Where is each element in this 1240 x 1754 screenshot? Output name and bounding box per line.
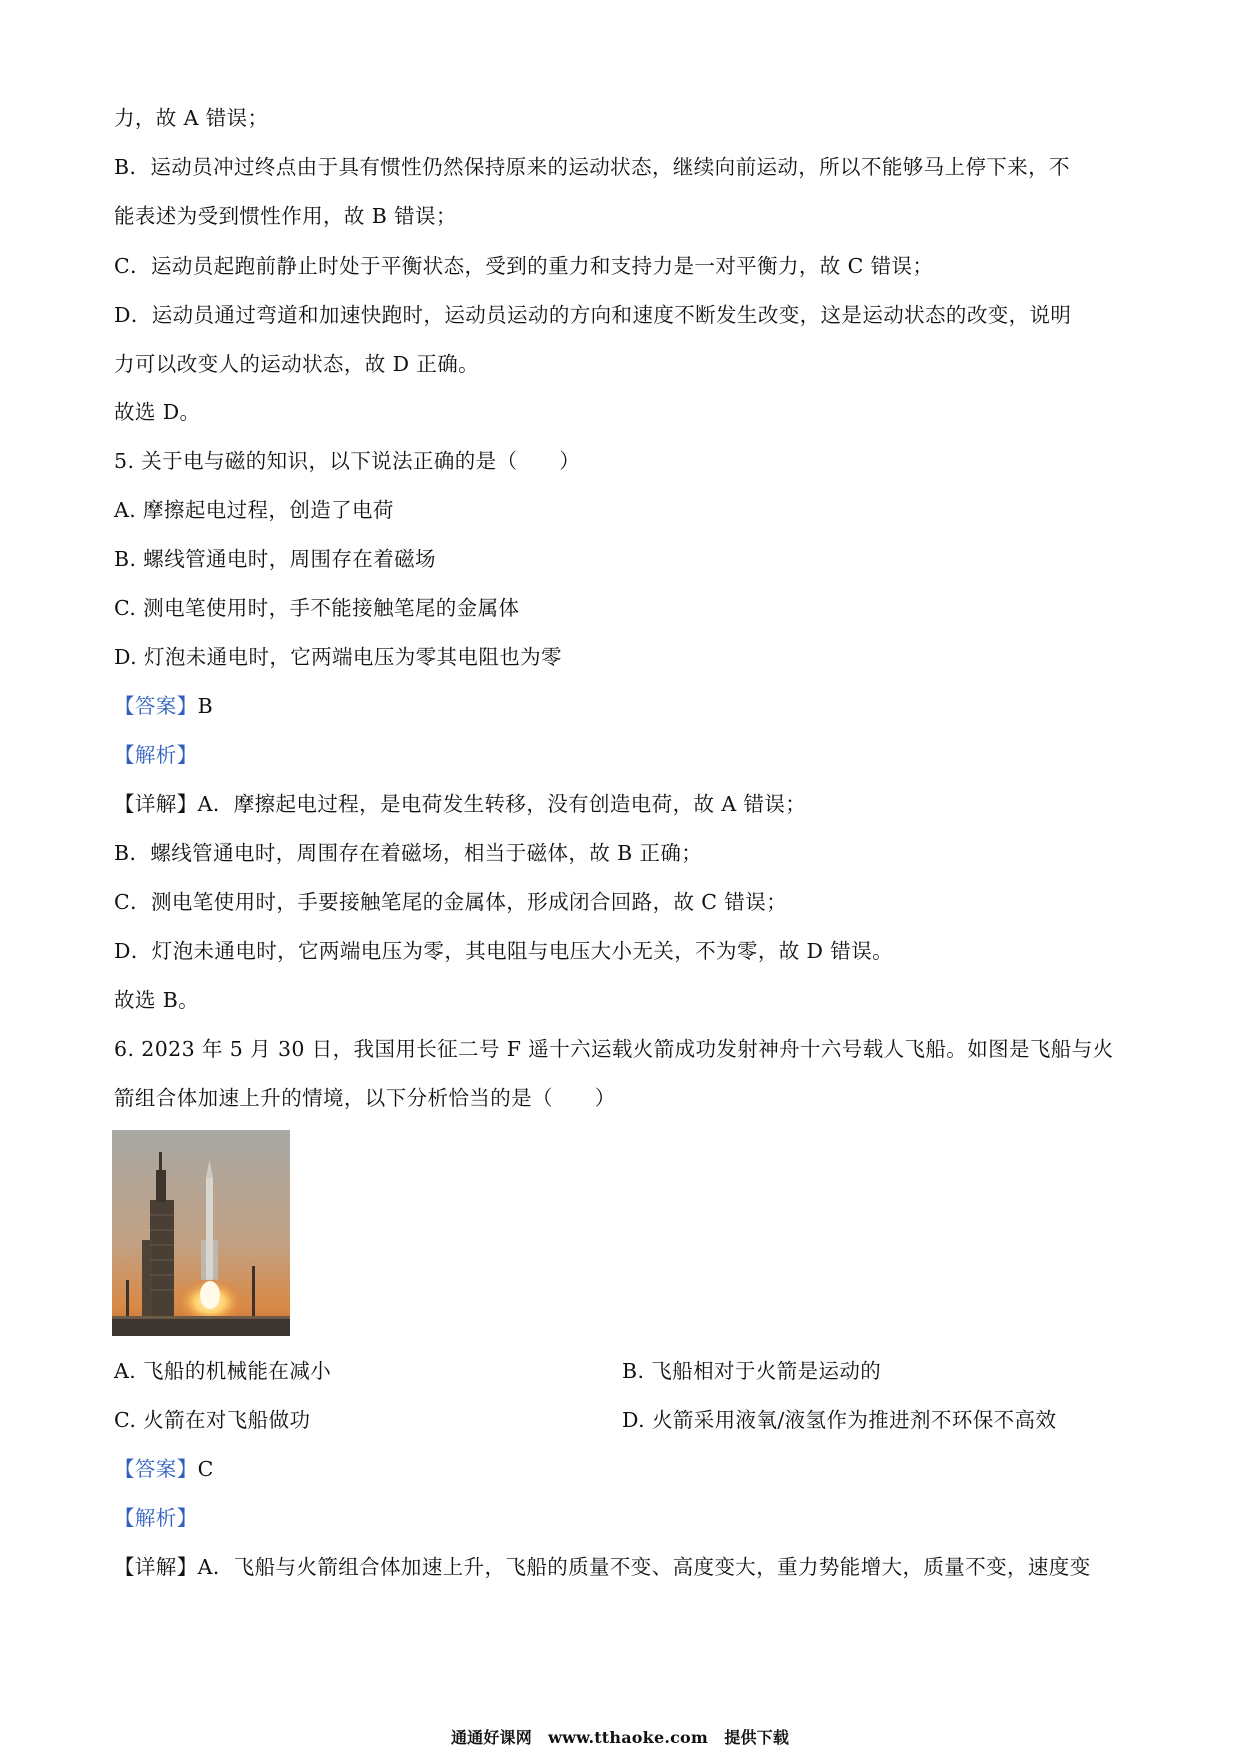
q5-option-a: A. 摩擦起电过程，创造了电荷 [114, 498, 394, 522]
q5-detail-line: D．灯泡未通电时，它两端电压为零，其电阻与电压大小无关，不为零，故 D 错误。 [114, 939, 894, 963]
analysis-label: 【解析】 [114, 743, 198, 767]
detail-label: 【详解】 [114, 1555, 198, 1579]
text-line: 力，故 A 错误； [114, 106, 269, 130]
q6-option-d: D. 火箭采用液氧/液氢作为推进剂不环保不高效 [622, 1408, 1057, 1432]
text-line: 故选 D。 [114, 400, 201, 424]
answer-value: B [197, 694, 214, 718]
detail-label: 【详解】 [114, 792, 198, 816]
q5-detail [114, 790, 806, 818]
q6-option-c: C. 火箭在对飞船做功 [114, 1408, 311, 1432]
q6-option-b: B. 飞船相对于火箭是运动的 [622, 1359, 882, 1383]
q5-answer [114, 692, 213, 720]
q5-option-d: D. 灯泡未通电时，它两端电压为零其电阻也为零 [114, 645, 562, 669]
answer-label: 【答案】 [114, 1457, 198, 1481]
page-footer: 通通好课网 www.tthaoke.com 提供下载 [450, 1728, 790, 1747]
text-line: 能表述为受到惯性作用，故 B 错误； [114, 204, 457, 228]
q5-detail-line: 故选 B。 [114, 988, 200, 1012]
q5-detail-line: B．螺线管通电时，周围存在着磁场，相当于磁体，故 B 正确； [114, 841, 703, 865]
answer-label: 【答案】 [114, 694, 198, 718]
q5-option-c: C. 测电笔使用时，手不能接触笔尾的金属体 [114, 596, 520, 620]
q6-option-a: A. 飞船的机械能在减小 [114, 1359, 332, 1383]
analysis-label: 【解析】 [114, 1506, 198, 1530]
text-line: 力可以改变人的运动状态，故 D 正确。 [114, 352, 480, 376]
question-6-stem: 6. 2023 年 5 月 30 日，我国用长征二号 F 遥十六运载火箭成功发射神舟十六号载人飞船。如图是飞船与火 [114, 1037, 1114, 1061]
q6-analysis [114, 1504, 198, 1532]
q5-option-b: B. 螺线管通电时，周围存在着磁场 [114, 547, 436, 571]
text-line: C．运动员起跑前静止时处于平衡状态，受到的重力和支持力是一对平衡力，故 C 错误； [114, 254, 934, 278]
detail-text: A．摩擦起电过程，是电荷发生转移，没有创造电荷，故 A 错误； [197, 792, 807, 816]
rocket-launch-photo [112, 1130, 290, 1336]
text-line: D．运动员通过弯道和加速快跑时，运动员运动的方向和速度不断发生改变，这是运动状态的改变，说明 [114, 303, 1072, 327]
question-5-stem: 5. 关于电与磁的知识，以下说法正确的是（ ） [114, 449, 581, 473]
answer-value: C [197, 1457, 214, 1481]
detail-text: A．飞船与火箭组合体加速上升，飞船的质量不变、高度变大，重力势能增大，质量不变，速度变 [197, 1555, 1091, 1579]
q6-detail [114, 1553, 1091, 1581]
question-6-stem: 箭组合体加速上升的情境，以下分析恰当的是（ ） [114, 1086, 616, 1110]
q5-detail-line: C．测电笔使用时，手要接触笔尾的金属体，形成闭合回路，故 C 错误； [114, 890, 788, 914]
q5-analysis [114, 741, 198, 769]
q6-answer [114, 1455, 214, 1483]
text-line: B．运动员冲过终点由于具有惯性仍然保持原来的运动状态，继续向前运动，所以不能够马上停下来，不 [114, 155, 1070, 179]
